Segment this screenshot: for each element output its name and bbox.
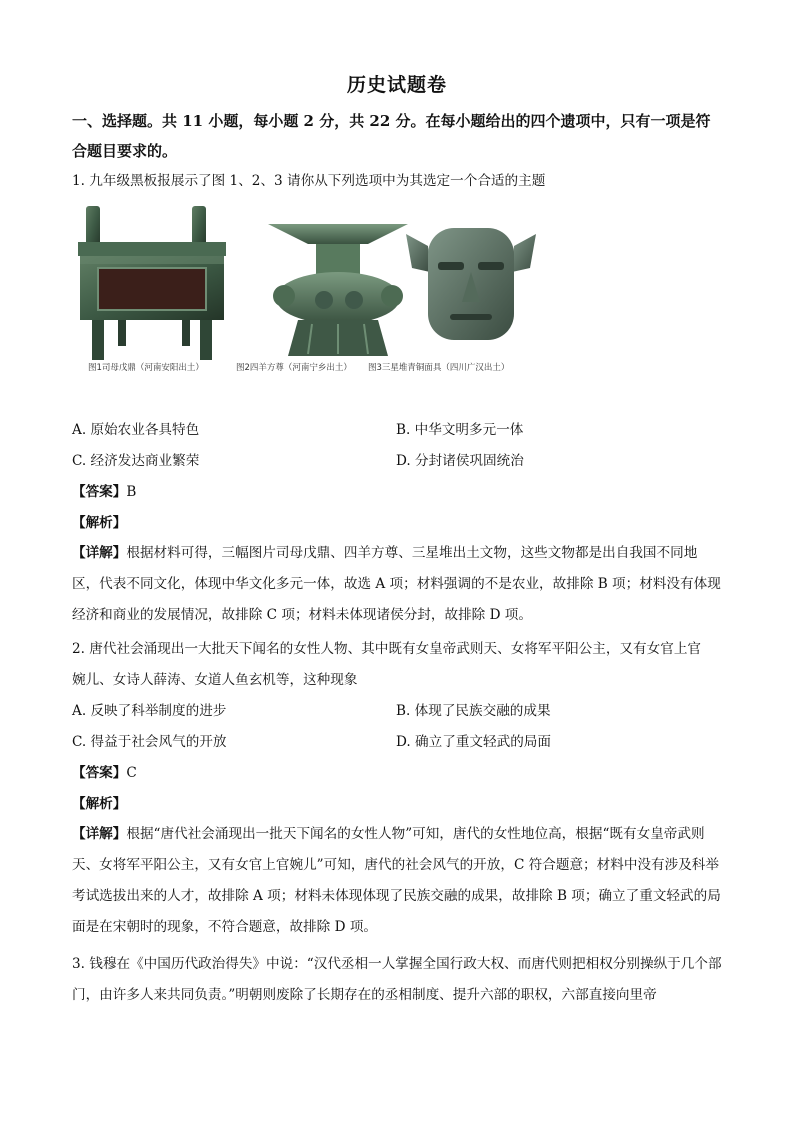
simuwu-ding-image [78,206,226,360]
detail-text: 根据“唐代社会涌现出一批天下闻名的女性人物”可知，唐代的女性地位高，根据“既有女皇帝武则天、女将军平阳公主，又有女官上官婉儿”可知，唐代的社会风气的开放，C 符合题意；材料中没有涉及科举考试选拔出来的人才，故排除 A 项；材料未体现体现了民族交融的成果，故排除 B 项；确立了重文轻武的局面是在宋朝时的现象，不符合题意，故排除 D 项。 [72,826,721,935]
q2-option-b: B. 体现了民族交融的成果 [396,703,551,719]
q1-option-d: D. 分封诸侯巩固统治 [396,453,524,469]
q1-option-c: C. 经济发达商业繁荣 [72,453,200,469]
answer-value: C [126,765,137,781]
q2-option-a: A. 反映了科举制度的进步 [72,703,227,719]
figure-1-caption: 图1司母戊鼎（河南安阳出土） [88,363,204,373]
answer-label: 【答案】 [72,484,127,500]
bronze-artifacts-illustration [72,198,552,380]
question-1-stem: 1. 九年级黑板报展示了图 1、2、3 请你从下列选项中为其选定一个合适的主题 [72,173,546,189]
answer-value: B [126,484,137,500]
q2-option-d: D. 确立了重文轻武的局面 [396,734,551,750]
q2-answer [72,763,137,783]
q2-option-c: C. 得益于社会风气的开放 [72,734,227,750]
question-1-figure [72,198,552,380]
section-heading: 一、选择题。共 11 小题，每小题 2 分，共 22 分。在每小题给出的四个遗项中，只有一项是符合题目要求的。 [72,112,711,160]
question-2-stem-line-2: 婉儿、女诗人薛涛、女道人鱼玄机等，这种现象 [72,672,358,688]
q1-detail [72,538,724,631]
q2-detail [72,819,724,943]
figure-2-caption: 图2四羊方尊（河南宁乡出土） [236,363,352,373]
page-title: 历史试题卷 [346,74,447,96]
question-2-stem-line-1: 2. 唐代社会涌现出一大批天下闻名的女性人物、其中既有女皇帝武则天、女将军平阳公主，又有女官上官 [72,641,702,657]
detail-label: 【详解】 [72,545,127,561]
detail-text: 根据材料可得，三幅图片司母戊鼎、四羊方尊、三星堆出土文物，这些文物都是出自我国不同地区，代表不同文化，体现中华文化多元一体，故选 A 项；材料强调的不是农业，故排除 B 项；材料没有体现经济和商业的发展情况，故排除 C 项；材料未体现诸侯分封，故排除 D 项。 [72,545,721,623]
q1-option-b: B. 中华文明多元一体 [396,422,524,438]
q1-answer [72,482,136,502]
sanxingdui-mask-image [406,228,536,340]
q1-option-a: A. 原始农业各具特色 [72,422,200,438]
answer-label: 【答案】 [72,765,127,781]
figure-3-caption: 图3三星堆青铜面具（四川广汉出土） [368,363,510,373]
detail-label: 【详解】 [72,826,127,842]
q1-analysis-label: 【解析】 [72,515,127,531]
q2-analysis-label: 【解析】 [72,796,127,812]
question-3-stem: 3. 钱穆在《中国历代政治得失》中说：“汉代丞相一人掌握全国行政大权、而唐代则把相权分别操纵于几个部门，由许多人来共同负责。”明朝则废除了长期存在的丞相制度、提升六部的职权，六部直接向里帝 [72,956,722,1003]
four-ram-zun-image [268,224,408,356]
